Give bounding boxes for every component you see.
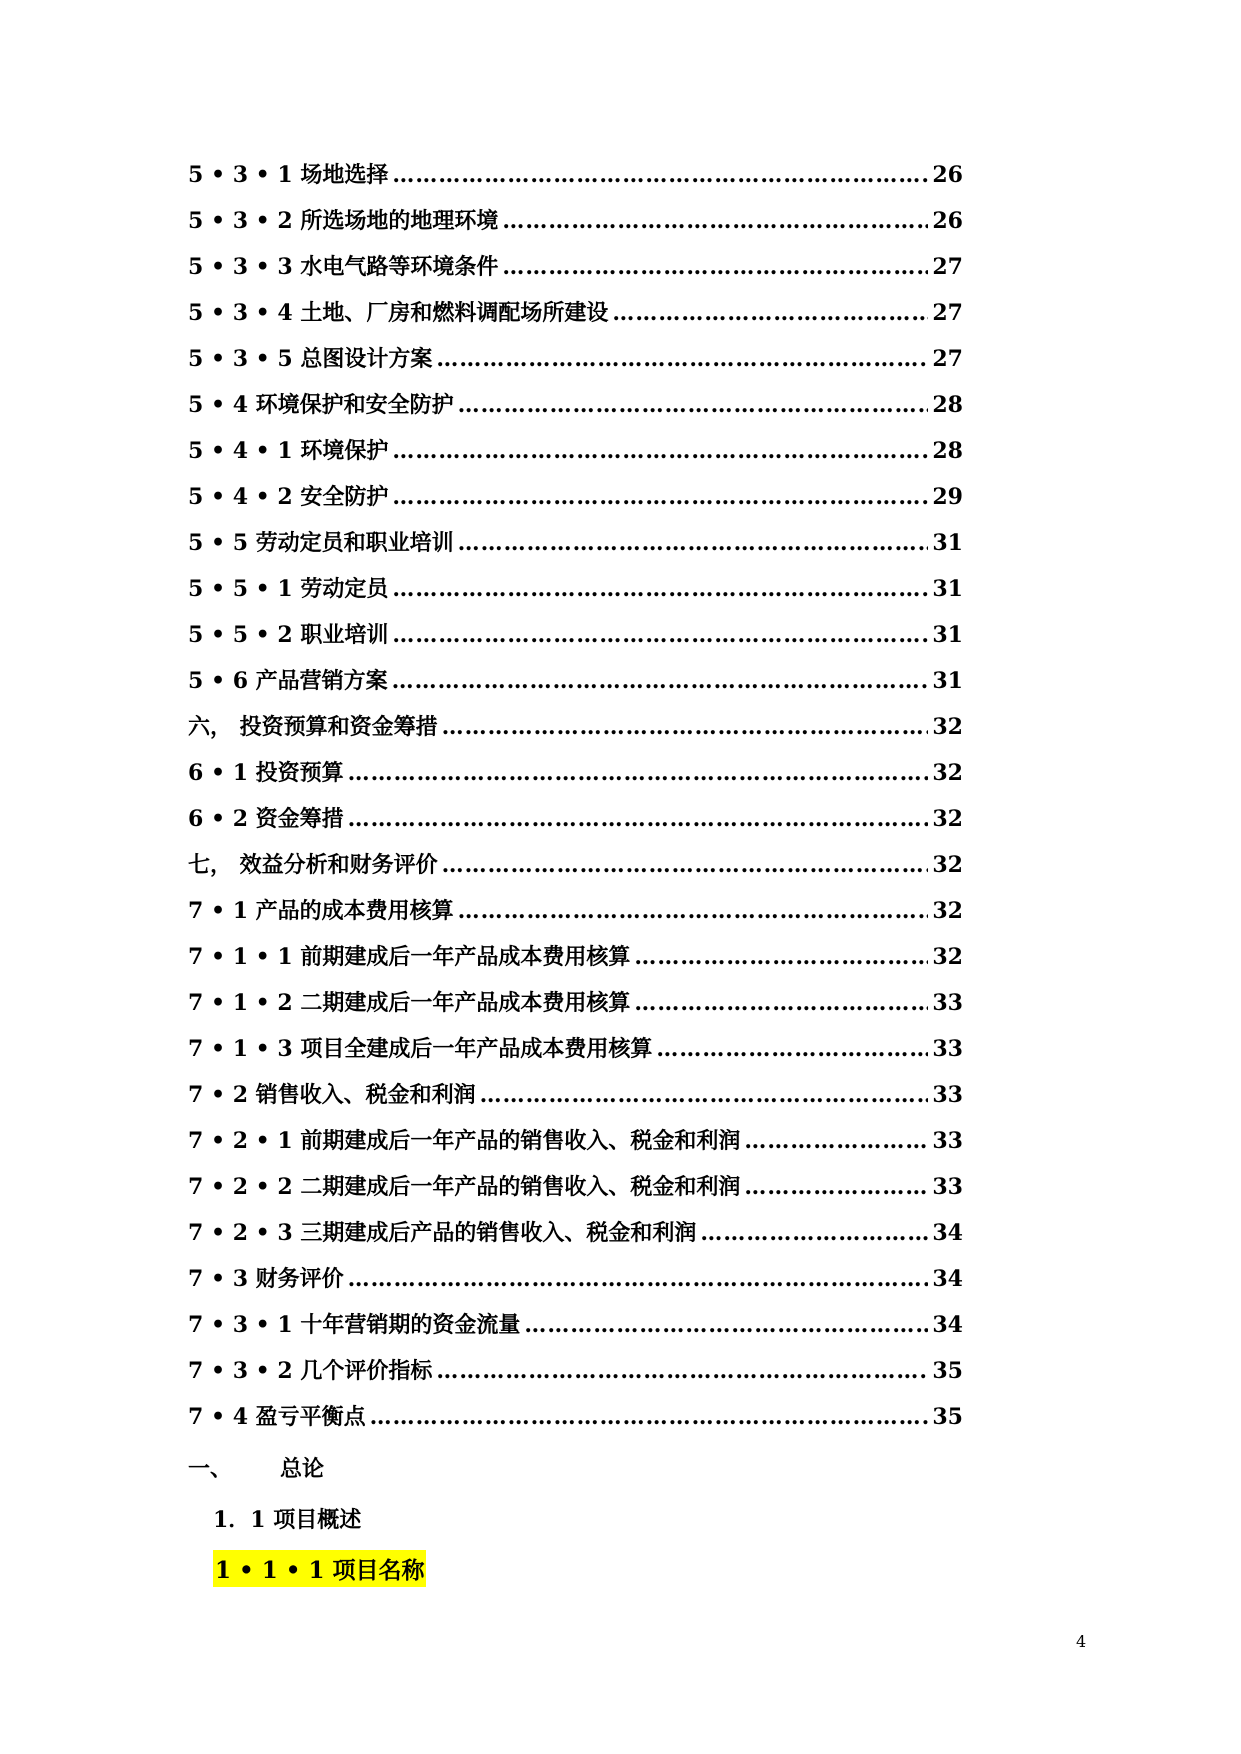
toc-leader-dots	[700, 1220, 928, 1246]
toc-entry-label: 5 • 3 • 4 土地、厂房和燃料调配场所建设	[188, 300, 609, 326]
toc-entry[interactable]	[188, 848, 963, 894]
toc-entry[interactable]	[188, 480, 963, 526]
toc-leader-dots	[634, 944, 928, 970]
section-number: 一、	[188, 1456, 233, 1482]
toc-entry[interactable]	[188, 158, 963, 204]
toc-leader-dots	[370, 1404, 929, 1430]
toc-entry-label: 7 • 4 盈亏平衡点	[188, 1404, 366, 1430]
toc-entry-page: 29	[932, 484, 963, 510]
toc-leader-dots	[392, 668, 929, 694]
toc-leader-dots	[442, 852, 929, 878]
toc-entry[interactable]	[188, 986, 963, 1032]
toc-leader-dots	[392, 484, 928, 510]
toc-leader-dots	[458, 898, 929, 924]
toc-leader-dots	[744, 1174, 928, 1200]
toc-entry[interactable]	[188, 1262, 963, 1308]
toc-entry-page: 31	[932, 576, 963, 602]
toc-entry-label: 7 • 2 • 1 前期建成后一年产品的销售收入、税金和利润	[188, 1128, 741, 1154]
toc-entry[interactable]	[188, 342, 963, 388]
toc-entry-label: 5 • 5 • 1 劳动定员	[188, 576, 389, 602]
page-number: 4	[1076, 1632, 1087, 1651]
toc-leader-dots	[392, 576, 928, 602]
toc-entry[interactable]	[188, 204, 963, 250]
toc-entry-label: 7 • 2 销售收入、税金和利润	[188, 1082, 476, 1108]
toc-entry-page: 31	[932, 622, 963, 648]
toc-entry[interactable]	[188, 894, 963, 940]
toc-leader-dots	[458, 392, 929, 418]
toc-entry-page: 32	[932, 760, 963, 786]
toc-entry-page: 31	[932, 530, 963, 556]
toc-entry-label: 5 • 4 • 1 环境保护	[188, 438, 389, 464]
toc-leader-dots	[436, 346, 928, 372]
toc-entry-page: 33	[932, 1036, 963, 1062]
toc-entry-label: 5 • 3 • 2 所选场地的地理环境	[188, 208, 499, 234]
toc-leader-dots	[442, 714, 929, 740]
toc-entry[interactable]	[188, 802, 963, 848]
toc-leader-dots	[458, 530, 929, 556]
toc-leader-dots	[392, 162, 928, 188]
toc-entry-page: 33	[932, 1174, 963, 1200]
toc-entry-label: 六， 投资预算和资金筹措	[188, 714, 438, 740]
toc-entry-page: 33	[932, 1082, 963, 1108]
toc-entry[interactable]	[188, 1400, 963, 1446]
section-title: 总论	[280, 1456, 325, 1482]
toc-leader-dots	[612, 300, 928, 326]
toc-entry-page: 26	[932, 208, 963, 234]
toc-entry-page: 28	[932, 392, 963, 418]
toc-entry-page: 27	[932, 346, 963, 372]
toc-entry-page: 32	[932, 714, 963, 740]
toc-entry[interactable]	[188, 1170, 963, 1216]
toc-entry-label: 7 • 1 • 2 二期建成后一年产品成本费用核算	[188, 990, 631, 1016]
section-heading	[188, 1452, 324, 1483]
toc-leader-dots	[348, 1266, 929, 1292]
toc-entry[interactable]	[188, 664, 963, 710]
toc-entry-label: 5 • 5 • 2 职业培训	[188, 622, 389, 648]
toc-entry-label: 5 • 6 产品营销方案	[188, 668, 388, 694]
toc-entry[interactable]	[188, 1124, 963, 1170]
toc-entry[interactable]	[188, 940, 963, 986]
toc-entry-label: 6 • 2 资金筹措	[188, 806, 344, 832]
toc-entry-label: 5 • 4 环境保护和安全防护	[188, 392, 454, 418]
toc-entry-label: 7 • 3 • 1 十年营销期的资金流量	[188, 1312, 521, 1338]
toc-entry-page: 34	[932, 1266, 963, 1292]
toc-entry-label: 6 • 1 投资预算	[188, 760, 344, 786]
toc-entry-page: 32	[932, 898, 963, 924]
toc-leader-dots	[392, 438, 928, 464]
toc-entry-page: 33	[932, 1128, 963, 1154]
toc-entry-page: 34	[932, 1220, 963, 1246]
toc-entry[interactable]	[188, 618, 963, 664]
toc-entry[interactable]	[188, 572, 963, 618]
toc-entry-page: 35	[932, 1404, 963, 1430]
toc-leader-dots	[480, 1082, 929, 1108]
toc-entry[interactable]	[188, 1216, 963, 1262]
toc-entry[interactable]	[188, 1032, 963, 1078]
toc-entry-label: 7 • 2 • 2 二期建成后一年产品的销售收入、税金和利润	[188, 1174, 741, 1200]
toc-leader-dots	[656, 1036, 928, 1062]
toc-entry-label: 7 • 1 • 1 前期建成后一年产品成本费用核算	[188, 944, 631, 970]
subsubsection-heading-highlighted: 1 • 1 • 1 项目名称	[213, 1550, 426, 1587]
toc-entry-label: 5 • 4 • 2 安全防护	[188, 484, 389, 510]
toc-entry-page: 32	[932, 944, 963, 970]
toc-leader-dots	[436, 1358, 928, 1384]
toc-entry-page: 33	[932, 990, 963, 1016]
toc-leader-dots	[524, 1312, 928, 1338]
toc-leader-dots	[502, 208, 928, 234]
toc-entry[interactable]	[188, 710, 963, 756]
toc-entry-page: 32	[932, 806, 963, 832]
toc-entry-page: 31	[932, 668, 963, 694]
toc-entry[interactable]	[188, 1354, 963, 1400]
toc-entry-label: 5 • 3 • 3 水电气路等环境条件	[188, 254, 499, 280]
toc-leader-dots	[348, 806, 929, 832]
toc-entry-label: 7 • 3 • 2 几个评价指标	[188, 1358, 433, 1384]
toc-entry-label: 5 • 3 • 5 总图设计方案	[188, 346, 433, 372]
toc-entry-page: 27	[932, 300, 963, 326]
toc-entry-page: 32	[932, 852, 963, 878]
toc-entry[interactable]	[188, 296, 963, 342]
toc-entry-label: 5 • 3 • 1 场地选择	[188, 162, 389, 188]
table-of-contents	[188, 158, 963, 1446]
toc-entry[interactable]	[188, 388, 963, 434]
subsection-heading: 1．1 项目概述	[213, 1507, 362, 1533]
toc-leader-dots	[744, 1128, 928, 1154]
toc-entry-page: 28	[932, 438, 963, 464]
toc-entry-page: 35	[932, 1358, 963, 1384]
toc-entry-label: 7 • 2 • 3 三期建成后产品的销售收入、税金和利润	[188, 1220, 697, 1246]
toc-entry-page: 34	[932, 1312, 963, 1338]
toc-leader-dots	[348, 760, 929, 786]
toc-entry[interactable]	[188, 1078, 963, 1124]
toc-entry[interactable]	[188, 434, 963, 480]
toc-entry[interactable]	[188, 526, 963, 572]
toc-entry-label: 七， 效益分析和财务评价	[188, 852, 438, 878]
toc-leader-dots	[634, 990, 928, 1016]
toc-entry-page: 26	[932, 162, 963, 188]
toc-entry-label: 7 • 1 • 3 项目全建成后一年产品成本费用核算	[188, 1036, 653, 1062]
toc-leader-dots	[392, 622, 928, 648]
toc-leader-dots	[502, 254, 928, 280]
toc-entry-label: 5 • 5 劳动定员和职业培训	[188, 530, 454, 556]
toc-entry-page: 27	[932, 254, 963, 280]
toc-entry[interactable]	[188, 756, 963, 802]
toc-entry-label: 7 • 1 产品的成本费用核算	[188, 898, 454, 924]
toc-entry-label: 7 • 3 财务评价	[188, 1266, 344, 1292]
toc-entry[interactable]	[188, 250, 963, 296]
toc-entry[interactable]	[188, 1308, 963, 1354]
